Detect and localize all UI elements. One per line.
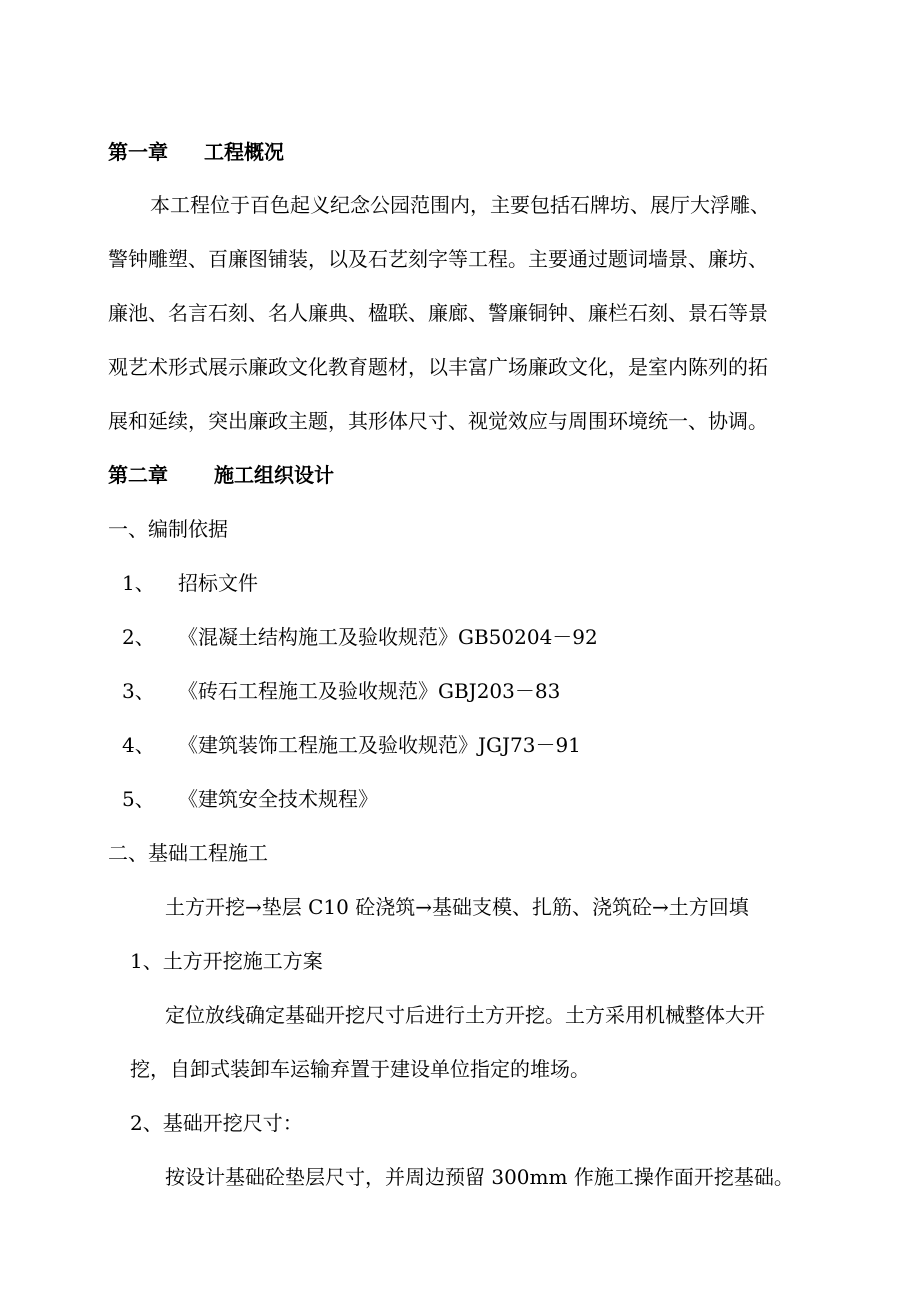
chapter-1-title: 工程概况 — [204, 140, 284, 164]
list-item-number: 3、 — [122, 679, 155, 703]
chapter-1-paragraph-line: 观艺术形式展示廉政文化教育题材，以丰富广场廉政文化，是室内陈列的拓 — [108, 355, 768, 379]
list-item-text: 招标文件 — [178, 571, 258, 595]
basis-list-item — [122, 731, 581, 759]
list-item-text: 《砖石工程施工及验收规范》GBJ203－83 — [178, 679, 561, 703]
chapter-2-title: 施工组织设计 — [214, 463, 334, 487]
subsection-1-line: 定位放线确定基础开挖尺寸后进行土方开挖。土方采用机械整体大开 — [165, 1003, 765, 1027]
list-item-text: 《建筑安全技术规程》 — [178, 787, 378, 811]
basis-list-item — [122, 569, 258, 597]
list-item-text: 《混凝土结构施工及验收规范》GB50204－92 — [178, 625, 598, 649]
subsection-2-line: 按设计基础砼垫层尺寸，并周边预留 300mm 作施工操作面开挖基础。 — [165, 1165, 794, 1189]
basis-list-item — [122, 623, 598, 651]
list-item-number: 4、 — [122, 733, 155, 757]
chapter-1-heading — [108, 138, 284, 166]
subsection-1-heading: 1、土方开挖施工方案 — [130, 949, 323, 973]
list-item-number: 1、 — [122, 571, 155, 595]
chapter-2-heading — [108, 461, 334, 489]
list-item-number: 5、 — [122, 787, 155, 811]
chapter-1-paragraph-line: 廉池、名言石刻、名人廉典、楹联、廉廊、警廉铜钟、廉栏石刻、景石等景 — [108, 301, 768, 325]
chapter-1-paragraph-line: 警钟雕塑、百廉图铺装，以及石艺刻字等工程。主要通过题词墙景、廉坊、 — [108, 247, 768, 271]
chapter-2-number: 第二章 — [108, 463, 168, 487]
section-2-heading: 二、基础工程施工 — [108, 841, 268, 865]
subsection-2-heading: 2、基础开挖尺寸： — [130, 1111, 303, 1135]
basis-list-item — [122, 677, 560, 705]
section-1-heading: 一、编制依据 — [108, 517, 228, 541]
process-flow: 土方开挖→垫层 C10 砼浇筑→基础支模、扎筋、浇筑砼→土方回填 — [165, 895, 749, 919]
basis-list-item — [122, 785, 378, 813]
list-item-text: 《建筑装饰工程施工及验收规范》JGJ73－91 — [178, 733, 581, 757]
chapter-1-number: 第一章 — [108, 140, 168, 164]
chapter-1-paragraph-line: 展和延续，突出廉政主题，其形体尺寸、视觉效应与周围环境统一、协调。 — [108, 409, 768, 433]
chapter-1-paragraph-line: 本工程位于百色起义纪念公园范围内，主要包括石牌坊、展厅大浮雕、 — [150, 193, 770, 217]
subsection-1-line: 挖，自卸式装卸车运输弃置于建设单位指定的堆场。 — [130, 1057, 590, 1081]
list-item-number: 2、 — [122, 625, 155, 649]
